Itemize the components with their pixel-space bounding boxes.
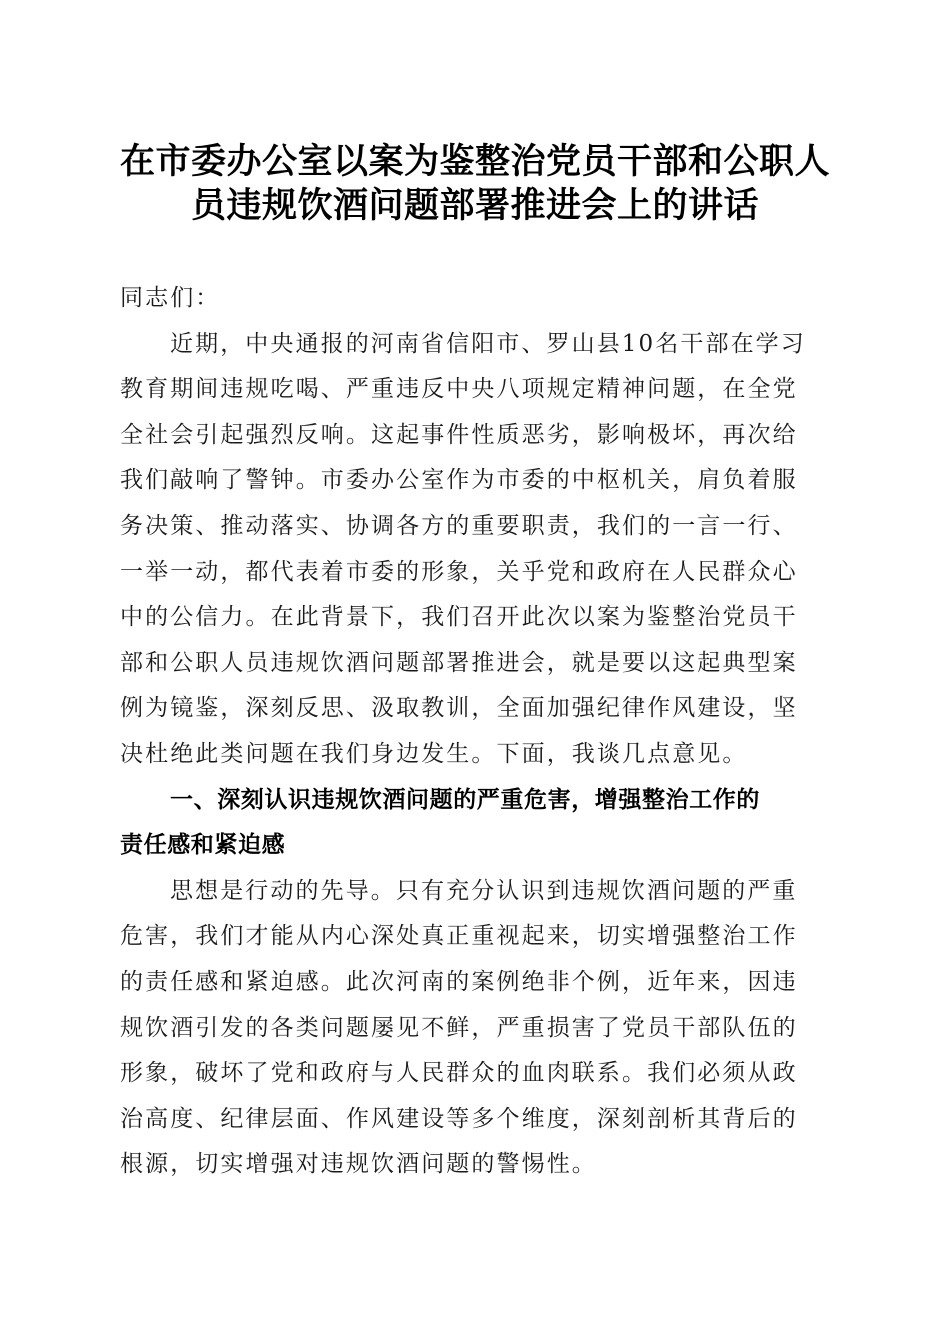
paragraph-line: 全社会引起强烈反响。这起事件性质恶劣，影响极坏，再次给 [120, 421, 798, 448]
paragraph-line: 务决策、推动落实、协调各方的重要职责，我们的一言一行、 [120, 512, 798, 539]
title-line: 员违规饮酒问题部署推进会上的讲话 [190, 185, 759, 226]
section-heading-1 [120, 778, 826, 869]
paragraph-line: 决杜绝此类问题在我们身边发生。下面，我谈几点意见。 [120, 740, 748, 767]
paragraph-line: 治高度、纪律层面、作风建设等多个维度，深刻剖析其背后的 [120, 1105, 798, 1132]
paragraph-line: 规饮酒引发的各类问题屡见不鲜，严重损害了党员干部队伍的 [120, 1014, 798, 1041]
heading-line: 责任感和紧迫感 [120, 832, 286, 859]
paragraph-line: 教育期间违规吃喝、严重违反中央八项规定精神问题，在全党 [120, 376, 798, 403]
paragraph-intro [120, 322, 826, 778]
paragraph-line: 思想是行动的先导。只有充分认识到违规饮酒问题的严重 [170, 877, 798, 904]
document-body [120, 276, 826, 1188]
title-line: 在市委办公室以案为鉴整治党员干部和公职人 [119, 141, 830, 182]
paragraph-line: 的责任感和紧迫感。此次河南的案例绝非个例，近年来，因违 [120, 968, 798, 995]
paragraph-line: 部和公职人员违规饮酒问题部署推进会，就是要以这起典型案 [120, 649, 798, 676]
paragraph-line: 形象，破坏了党和政府与人民群众的血肉联系。我们必须从政 [120, 1060, 798, 1087]
heading-line: 一、深刻认识违规饮酒问题的严重危害，增强整治工作的 [170, 786, 760, 813]
paragraph-line: 根源，切实增强对违规饮酒问题的警惕性。 [120, 1151, 597, 1178]
paragraph-line: 我们敲响了警钟。市委办公室作为市委的中枢机关，肩负着服 [120, 467, 798, 494]
salutation: 同志们： [120, 285, 221, 311]
paragraph-line: 例为镜鉴，深刻反思、汲取教训，全面加强纪律作风建设，坚 [120, 695, 798, 722]
document-title [100, 140, 850, 228]
paragraph-line: 近期，中央通报的河南省信阳市、罗山县10名干部在学习 [170, 330, 806, 357]
paragraph-line: 危害，我们才能从内心深处真正重视起来，切实增强整治工作 [120, 923, 798, 950]
paragraph-line: 一举一动，都代表着市委的形象，关乎党和政府在人民群众心 [120, 558, 798, 585]
paragraph-section-1 [120, 869, 826, 1188]
paragraph-line: 中的公信力。在此背景下，我们召开此次以案为鉴整治党员干 [120, 604, 798, 631]
